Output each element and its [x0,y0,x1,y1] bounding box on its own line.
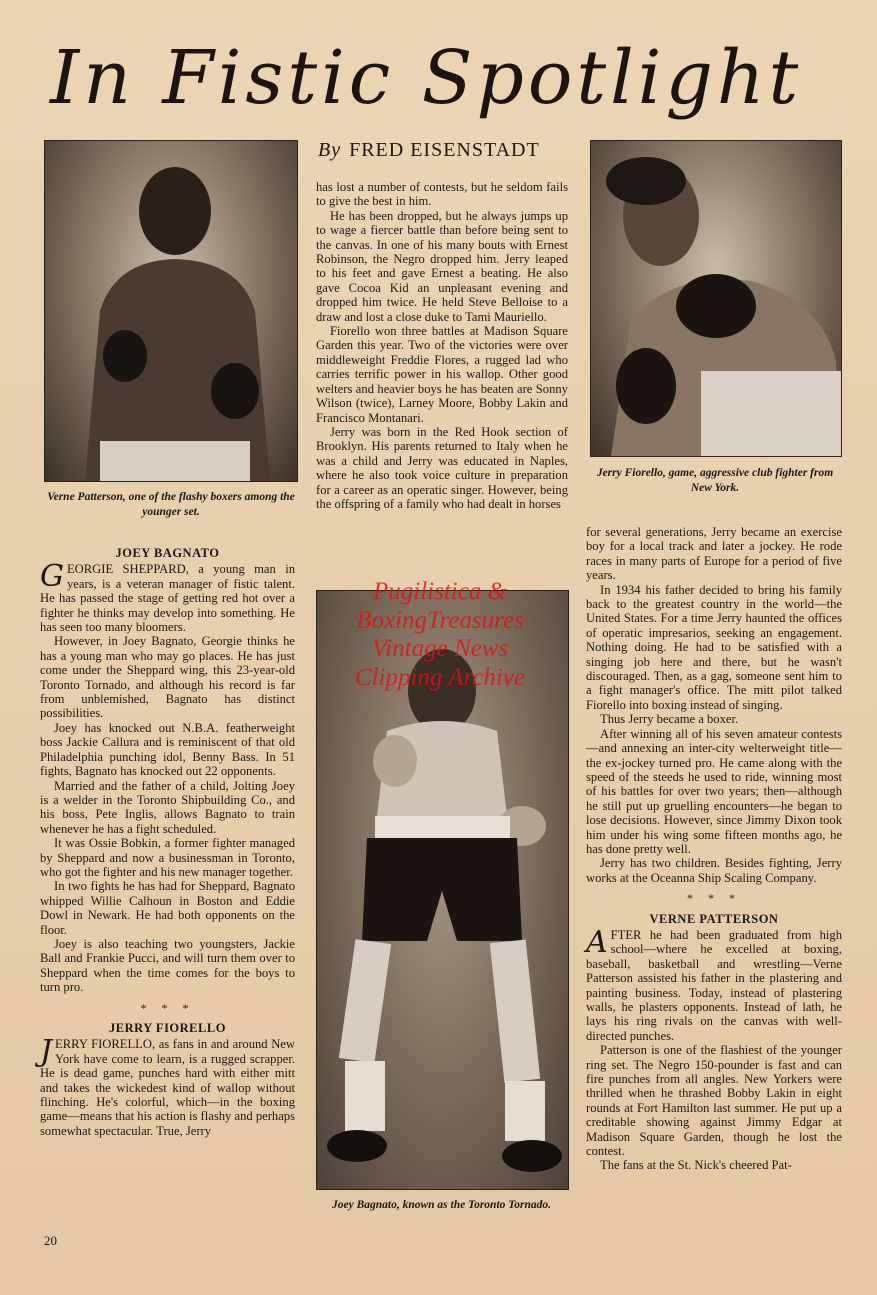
watermark-line-4: Clipping Archive [354,663,526,691]
watermark-line-3: Vintage News [371,635,509,662]
paragraph: In 1934 his father decided to bring his family back to the greatest country in the world—the United States. For a time Jerry haunted the offices of operatic impresarios, seeking an engagement. Nothing doing. He had to be satisfied with a singing job here and there, but he wasn't discouraged. Then, as a gag, someone sent him to a fight manager's office. The mitt pilot talked Fiorello into boxing instead of singing. [586,582,842,712]
paragraph: Jerry has two children. Besides fighting, Jerry works at the Oceanna Ship Scaling Company. [586,856,842,885]
archive-watermark [320,578,560,692]
heading-verne-patterson: VERNE PATTERSON [649,911,779,926]
paragraph: After winning all of his seven amateur contests—and annexing an inter-city welterweight title—the ex-jockey turned pro. He came along with the speed of the steeds he used to ride, winning most of his battles for over two years; then—although he still put up gruelling encounters—he began to lose decisions. However, since Jimmy Dixon took him under his wing some fifteen months ago, he has done pretty well. [586,726,842,856]
paragraph: JERRY FIORELLO, as fans in and around New York have come to learn, is a rugged scrapper. He is dead game, punches hard with either mitt and takes the wickedest kind of wallop without flinching. He's colorful, which—in the boxing game—means that his action is flashy and perhaps somewhat spectacular. True, Jerry [40,1034,295,1138]
section-divider-stars: * * * [140,1000,195,1015]
caption-verne-patterson: Verne Patterson, one of the flashy boxers among the younger set. [47,491,295,518]
paragraph: Fiorello won three battles at Madison Square Garden this year. Two of the victories were over middleweight Freddie Flores, a rugged lad who carries terrific power in his wallop. Other good welters and heavier boys he has beaten are Sonny Wilson (twice), Larney Moore, Bobby Lakin and Francisco Montanari. [316,324,568,425]
column-left [40,540,295,1230]
caption-joey-bagnato: Joey Bagnato, known as the Toronto Tornado. [332,1199,551,1211]
paragraph: Married and the father of a child, Jolting Joey is a welder in the Toronto Shipbuilding Co., and his boss, Pete Inglis, allows Bagnato to train whenever he has a fight scheduled. [40,778,295,836]
drop-cap: G [40,559,64,595]
column-right [586,525,842,1230]
drop-cap: J [40,1034,53,1070]
paragraph: has lost a number of contests, but he seldom fails to give the best in him. [316,180,568,209]
heading-jerry-fiorello: JERRY FIORELLO [109,1021,226,1035]
paragraph: AFTER he had been graduated from high school—where he excelled at boxing, baseball, basketball and wrestling—Verne Patterson assisted his father in the plastering and painting business. Today, instead of plastering walls, he plasters opponents. Instead of lath, he lays his ring rivals on the canvas with well-directed punches. [586,924,842,1043]
boxer-silhouette-image [45,141,297,481]
watermark-line-2: BoxingTreasures [356,606,524,634]
watermark-line-1: Pugilistica & [372,578,508,605]
photo-verne-patterson [44,140,298,482]
paragraph: It was Ossie Bobkin, a former fighter managed by Sheppard and now a businessman in Toronto, who got the fighter and his new manager together. [40,836,295,879]
paragraph: Joey has knocked out N.B.A. featherweight boss Jackie Callura and is reminiscent of that old Philadelphia punching idol, Benny Bass. In 51 fights, Bagnato has knocked out 22 opponents. [40,720,295,779]
paragraph: Thus Jerry became a boxer. [600,712,739,727]
column-middle [316,180,568,570]
paragraph: He has been dropped, but he always jumps up to wage a fiercer battle than before being sent to the canvas. In one of his many bouts with Ernest Robinson, the Negro dropped him. Jerry leaped to his feet and gave Ernest a beating. He also gave Cocoa Kid an unpleasant evening and dropped him twice. He held Steve Belloise to a draw and lost a close duke to Tami Mauriello. [316,208,568,324]
heading-joey-bagnato: JOEY BAGNATO [115,546,220,560]
byline [318,137,578,163]
page-number: 20 [44,1233,57,1248]
boxer-fighting-stance-image [591,141,841,456]
article-title: In Fistic Spotlight [50,35,803,121]
byline-by: By [318,139,342,161]
section-divider-stars: * * * [687,891,741,906]
paragraph: GEORGIE SHEPPARD, a young man in years, is a veteran manager of fistic talent. He has passed the stage of getting red hot over a fighter he thinks may develop into something. He has seen too many bloomers. [40,559,295,635]
paragraph: The fans at the St. Nick's cheered Pat- [600,1158,792,1173]
drop-cap: A [586,924,608,960]
paragraph: In two fights he has had for Sheppard, Bagnato whipped Willie Calhoun in Boston and Eddie Dowl in Newark. He had both opponents on the floor. [40,879,295,937]
photo-jerry-fiorello [590,140,842,457]
byline-author: FRED EISENSTADT [349,139,540,161]
paragraph: Jerry was born in the Red Hook section of Brooklyn. His parents returned to Italy when he was a child and Jerry was educated in Naples, where he also took voice culture in preparation for a career as an operatic singer. However, being the offspring of a family who had dealt in horses [316,424,568,511]
paragraph: Joey is also teaching two youngsters, Jackie Ball and Frankie Pucci, and will turn them over to Sheppard when the time comes for the boys to turn pro. [40,936,295,995]
paragraph: However, in Joey Bagnato, Georgie thinks he has a young man who may go places. He has just come under the Sheppard wing, this 23-year-old Toronto Tornado, and although his record is far from unblemished, Bagnato has distinct possibilities. [40,634,295,721]
paragraph: for several generations, Jerry became an exercise boy for a local track and later a jockey. He rode races in many parts of Europe for a period of five years. [586,525,842,583]
caption-jerry-fiorello: Jerry Fiorello, game, aggressive club fighter from New York. [596,467,834,494]
paragraph: Patterson is one of the flashiest of the younger ring set. The Negro 150-pounder is fast and can fire punches from all angles. New Yorkers were thrilled when he thrashed Bobby Lakin in eight rounds at Fort Hamilton last summer. He put up a creditable showing against Jimmy Edgar at Madison Square Garden, though he lost the contest. [586,1043,842,1159]
